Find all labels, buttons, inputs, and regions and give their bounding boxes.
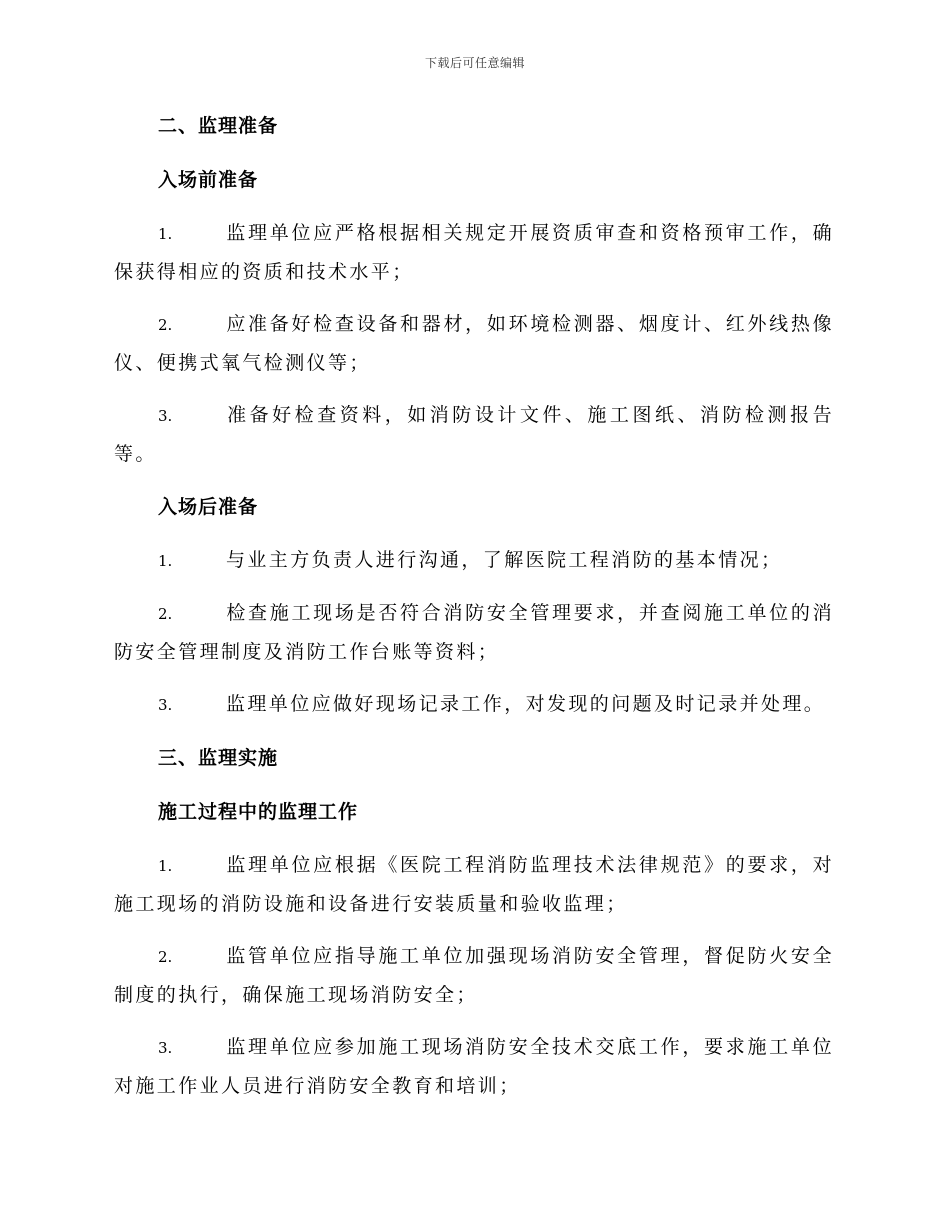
- subsection-heading: 施工过程中的监理工作: [158, 801, 359, 823]
- list-item: [114, 541, 834, 580]
- item-text: 监管单位应指导施工单位加强现场消防安全管理，督促防火安全制度的执行，确保施工现场消防安全；: [114, 945, 834, 1006]
- item-text: 监理单位应参加施工现场消防安全技术交底工作，要求施工单位对施工作业人员进行消防安全教育和培训；: [114, 1036, 834, 1097]
- item-number: 3.: [158, 407, 173, 425]
- list-item: [114, 1028, 834, 1105]
- item-number: 1.: [158, 225, 173, 243]
- page-header: 下载后可任意编辑: [424, 56, 525, 70]
- item-number: 3.: [158, 696, 173, 714]
- item-number: 2.: [158, 605, 173, 623]
- list-item: [114, 396, 834, 473]
- list-item: [114, 305, 834, 382]
- list-item: [114, 214, 834, 291]
- item-text: 检查施工现场是否符合消防安全管理要求，并查阅施工单位的消防安全管理制度及消防工作台账等资料；: [114, 602, 834, 663]
- list-item: [114, 937, 834, 1014]
- section-heading: 三、监理实施: [158, 747, 279, 769]
- subsection-heading: 入场前准备: [158, 169, 259, 191]
- item-text: 准备好检查资料，如消防设计文件、施工图纸、消防检测报告等。: [114, 404, 834, 465]
- item-text: 监理单位应做好现场记录工作，对发现的问题及时记录并处理。: [226, 693, 826, 715]
- item-number: 3.: [158, 1039, 173, 1057]
- list-item: [114, 594, 834, 671]
- item-number: 2.: [158, 948, 173, 966]
- item-number: 2.: [158, 316, 173, 334]
- item-number: 1.: [158, 857, 173, 875]
- list-item: [114, 685, 834, 724]
- item-text: 监理单位应严格根据相关规定开展资质审查和资格预审工作，确保获得相应的资质和技术水平；: [114, 222, 834, 283]
- subsection-heading: 入场后准备: [158, 496, 259, 518]
- item-text: 监理单位应根据《医院工程消防监理技术法律规范》的要求，对施工现场的消防设施和设备进行安装质量和验收监理；: [114, 854, 834, 915]
- item-text: 与业主方负责人进行沟通，了解医院工程消防的基本情况；: [226, 549, 783, 571]
- item-text: 应准备好检查设备和器材，如环境检测器、烟度计、红外线热像仪、便携式氧气检测仪等；: [114, 313, 834, 374]
- item-number: 1.: [158, 552, 173, 570]
- section-heading: 二、监理准备: [158, 115, 279, 137]
- document-body: [114, 106, 834, 1119]
- list-item: [114, 846, 834, 923]
